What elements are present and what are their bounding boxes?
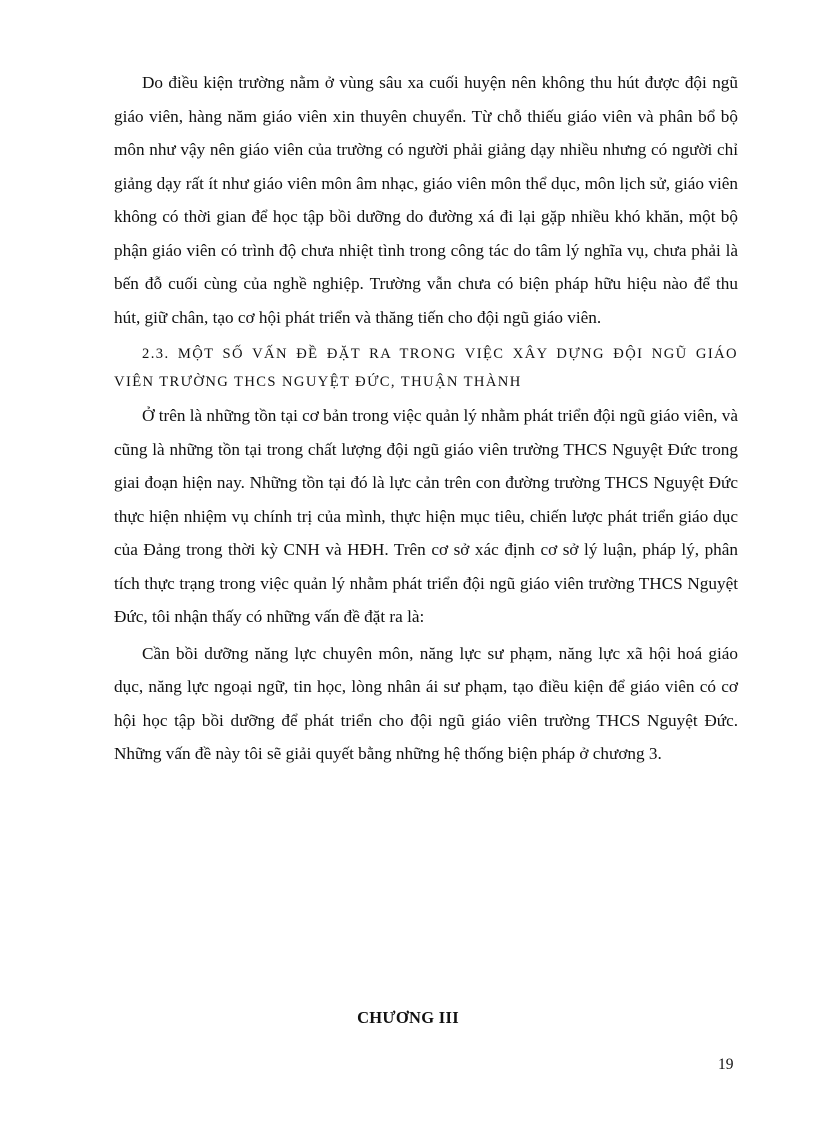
- chapter-title: CHƯƠNG III: [357, 1008, 459, 1027]
- body-paragraph: Do điều kiện trường nằm ở vùng sâu xa cuối huyện nên không thu hút được đội ngũ giáo viên, hàng năm giáo viên xin thuyên chuyển. Từ chỗ thiếu giáo viên và phân bổ bộ môn như vậy nên giáo viên của trường có người phải giảng dạy nhiều nhưng có người chỉ giảng dạy rất ít như giáo viên môn âm nhạc, giáo viên môn thể dục, môn lịch sử, giáo viên không có thời gian để học tập bồi dưỡng do đường xá đi lại gặp nhiều khó khăn, một bộ phận giáo viên có trình độ chưa nhiệt tình trong công tác do tâm lý nghĩa vụ, chưa phải là bến đỗ cuối cùng của nghề nghiệp. Trường vẫn chưa có biện pháp hữu hiệu nào để thu hút, giữ chân, tạo cơ hội phát triển và thăng tiến cho đội ngũ giáo viên.: [114, 73, 738, 327]
- section-heading: 2.3. MỘT SỐ VẤN ĐỀ ĐẶT RA TRONG VIỆC XÂY DỰNG ĐỘI NGŨ GIÁO VIÊN TRƯỜNG THCS NGUYỆT ĐỨC, THUẬN THÀNH: [114, 346, 738, 390]
- body-paragraph: Ở trên là những tồn tại cơ bản trong việc quản lý nhằm phát triển đội ngũ giáo viên, và cũng là những tồn tại trong chất lượng đội ngũ giáo viên trường THCS Nguyệt Đức trong giai đoạn hiện nay. Những tồn tại đó là lực cản trên con đường trường THCS Nguyệt Đức thực hiện nhiệm vụ chính trị của mình, thực hiện mục tiêu, chiến lược phát triển giáo dục của Đảng trong thời kỳ CNH và HĐH. Trên cơ sở xác định cơ sở lý luận, pháp lý, phân tích thực trạng trong việc quản lý nhằm phát triển đội ngũ giáo viên trường THCS Nguyệt Đức, tôi nhận thấy có những vấn đề đặt ra là:: [114, 406, 738, 626]
- page-number: 19: [718, 1056, 734, 1073]
- document-body: [114, 66, 738, 771]
- body-paragraph: Cần bồi dưỡng năng lực chuyên môn, năng lực sư phạm, năng lực xã hội hoá giáo dục, năng lực ngoại ngữ, tin học, lòng nhân ái sư phạm, tạo điều kiện để giáo viên có cơ hội học tập bồi dưỡng để phát triển cho đội ngũ giáo viên trường THCS Nguyệt Đức. Những vấn đề này tôi sẽ giải quyết bằng những hệ thống biện pháp ở chương 3.: [114, 643, 738, 763]
